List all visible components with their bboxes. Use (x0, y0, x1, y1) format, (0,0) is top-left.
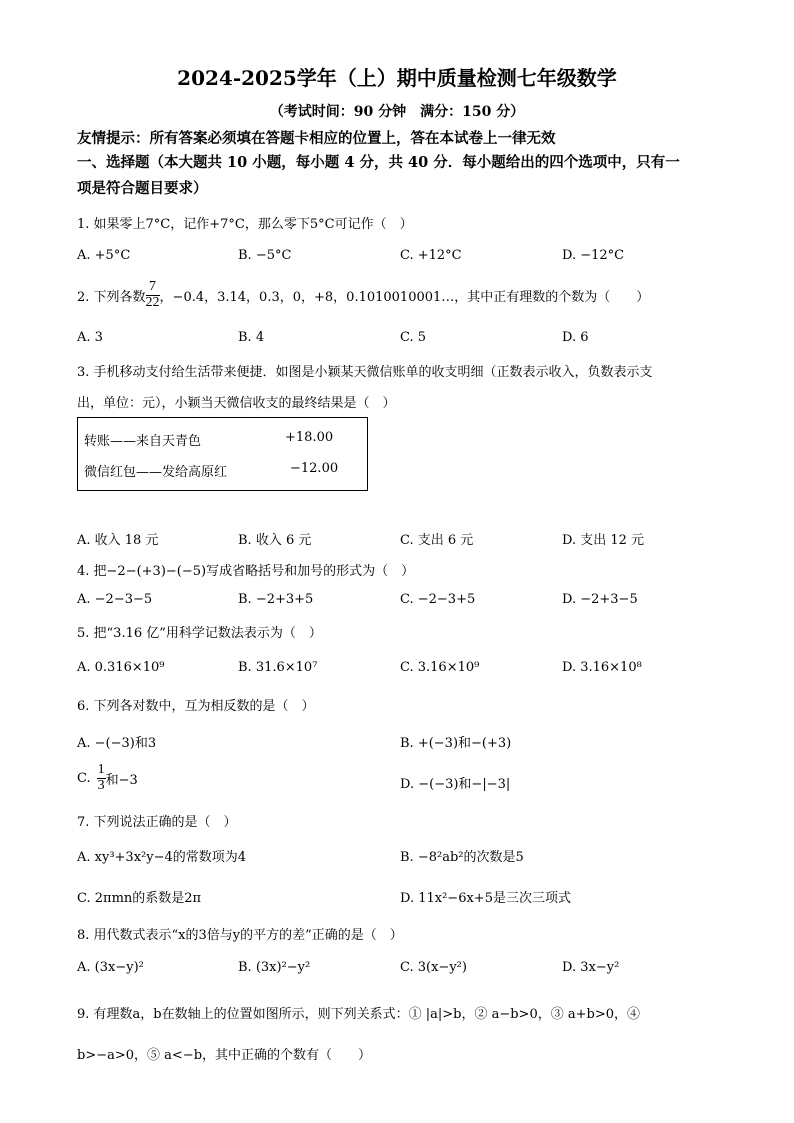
q1-option-d: D. −12°C (562, 248, 625, 263)
q7-option-a: A. xy³+3x²y−4的常数项为4 (77, 850, 247, 865)
q8-option-d: D. 3x−y² (562, 960, 620, 975)
fraction (146, 280, 160, 310)
question-8: 8. 用代数式表示“x的3倍与y的平方的差”正确的是（ ） (77, 928, 403, 943)
section-heading-cont: 项是符合题目要求） (77, 180, 208, 197)
section-heading: 一、选择题（本大题共 10 小题，每小题 4 分，共 40 分．每小题给出的四个选项中，只有一 (77, 154, 680, 171)
fraction-denominator: 22 (145, 294, 160, 310)
q6-option-c-rest: 和−3 (105, 772, 138, 788)
q1-option-c: C. +12°C (400, 248, 462, 263)
exam-info: （考试时间：90 分钟 满分：150 分） (269, 104, 525, 120)
q5-option-a: A. 0.316×10⁹ (77, 660, 165, 675)
q6-option-a: A. −(−3)和3 (77, 736, 157, 751)
q3-option-b: B. 收入 6 元 (238, 533, 312, 548)
q6-option-b: B. +(−3)和−(+3) (400, 736, 512, 751)
q7-option-c: C. 2πmn的系数是2π (77, 891, 202, 906)
fraction-numerator: 1 (97, 762, 105, 777)
q8-option-a: A. (3x−y)² (77, 960, 144, 975)
question-7: 7. 下列说法正确的是（ ） (77, 815, 237, 830)
q5-option-d: D. 3.16×10⁸ (562, 660, 642, 675)
q4-option-c: C. −2−3+5 (400, 592, 476, 607)
bill-table (77, 417, 368, 491)
friendly-tip: 友情提示：所有答案必须填在答题卡相应的位置上，答在本试卷上一律无效 (77, 130, 556, 147)
question-1: 1. 如果零上7°C，记作+7°C，那么零下5°C可记作（ ） (77, 217, 413, 232)
q1-option-a: A. +5°C (77, 248, 131, 263)
q2-prefix: 2. 下列各数 (77, 289, 146, 305)
question-3-cont: 出，单位：元），小颖当天微信收支的最终结果是（ ） (77, 396, 396, 411)
fraction-numerator: 7 (146, 280, 160, 296)
q8-option-b: B. (3x)²−y² (238, 960, 311, 975)
q3-option-c: C. 支出 6 元 (400, 533, 474, 548)
question-5: 5. 把“3.16 亿”用科学记数法表示为（ ） (77, 626, 322, 641)
q7-option-b: B. −8²ab²的次数是5 (400, 850, 524, 865)
bill-row-value: −12.00 (290, 461, 339, 476)
bill-row-value: +18.00 (285, 430, 334, 445)
q6-option-c (77, 763, 138, 793)
question-4: 4. 把−2−(+3)−(−5)写成省略括号和加号的形式为（ ） (77, 564, 415, 579)
q7-option-d: D. 11x²−6x+5是三次三项式 (400, 891, 571, 906)
question-9: 9. 有理数a，b在数轴上的位置如图所示，则下列关系式：① |a|>b，② a−b>0，③ a+b>0，④ (77, 1007, 640, 1022)
bill-row-label: 微信红包——发给高原红 (84, 465, 228, 480)
q4-option-a: A. −2−3−5 (77, 592, 153, 607)
question-3: 3. 手机移动支付给生活带来便捷．如图是小颖某天微信账单的收支明细（正数表示收入，负数表示支 (77, 365, 653, 380)
q4-option-d: D. −2+3−5 (562, 592, 638, 607)
q3-option-a: A. 收入 18 元 (77, 533, 159, 548)
fraction (97, 763, 106, 793)
q2-option-a: A. 3 (77, 330, 103, 345)
q2-option-c: C. 5 (400, 330, 427, 345)
q2-suffix: ，−0.4，3.14，0.3，0，+8，0.1010010001…，其中正有理数的个数为（ ） (159, 289, 650, 305)
option-letter: C. (77, 770, 91, 786)
bill-row-label: 转账——来自天青色 (84, 434, 202, 449)
question-2 (77, 280, 649, 310)
q2-option-b: B. 4 (238, 330, 265, 345)
q5-option-c: C. 3.16×10⁹ (400, 660, 480, 675)
question-9-cont: b>−a>0，⑤ a<−b，其中正确的个数有（ ） (77, 1048, 372, 1063)
q4-option-b: B. −2+3+5 (238, 592, 314, 607)
q5-option-b: B. 31.6×10⁷ (238, 660, 318, 675)
q2-option-d: D. 6 (562, 330, 589, 345)
q8-option-c: C. 3(x−y²) (400, 960, 467, 975)
fraction-denominator: 3 (97, 777, 105, 793)
q1-option-b: B. −5°C (238, 248, 292, 263)
q6-option-d: D. −(−3)和−|−3| (400, 777, 511, 792)
page-title: 2024-2025学年（上）期中质量检测七年级数学 (177, 66, 617, 90)
question-6: 6. 下列各对数中，互为相反数的是（ ） (77, 699, 315, 714)
q3-option-d: D. 支出 12 元 (562, 533, 645, 548)
